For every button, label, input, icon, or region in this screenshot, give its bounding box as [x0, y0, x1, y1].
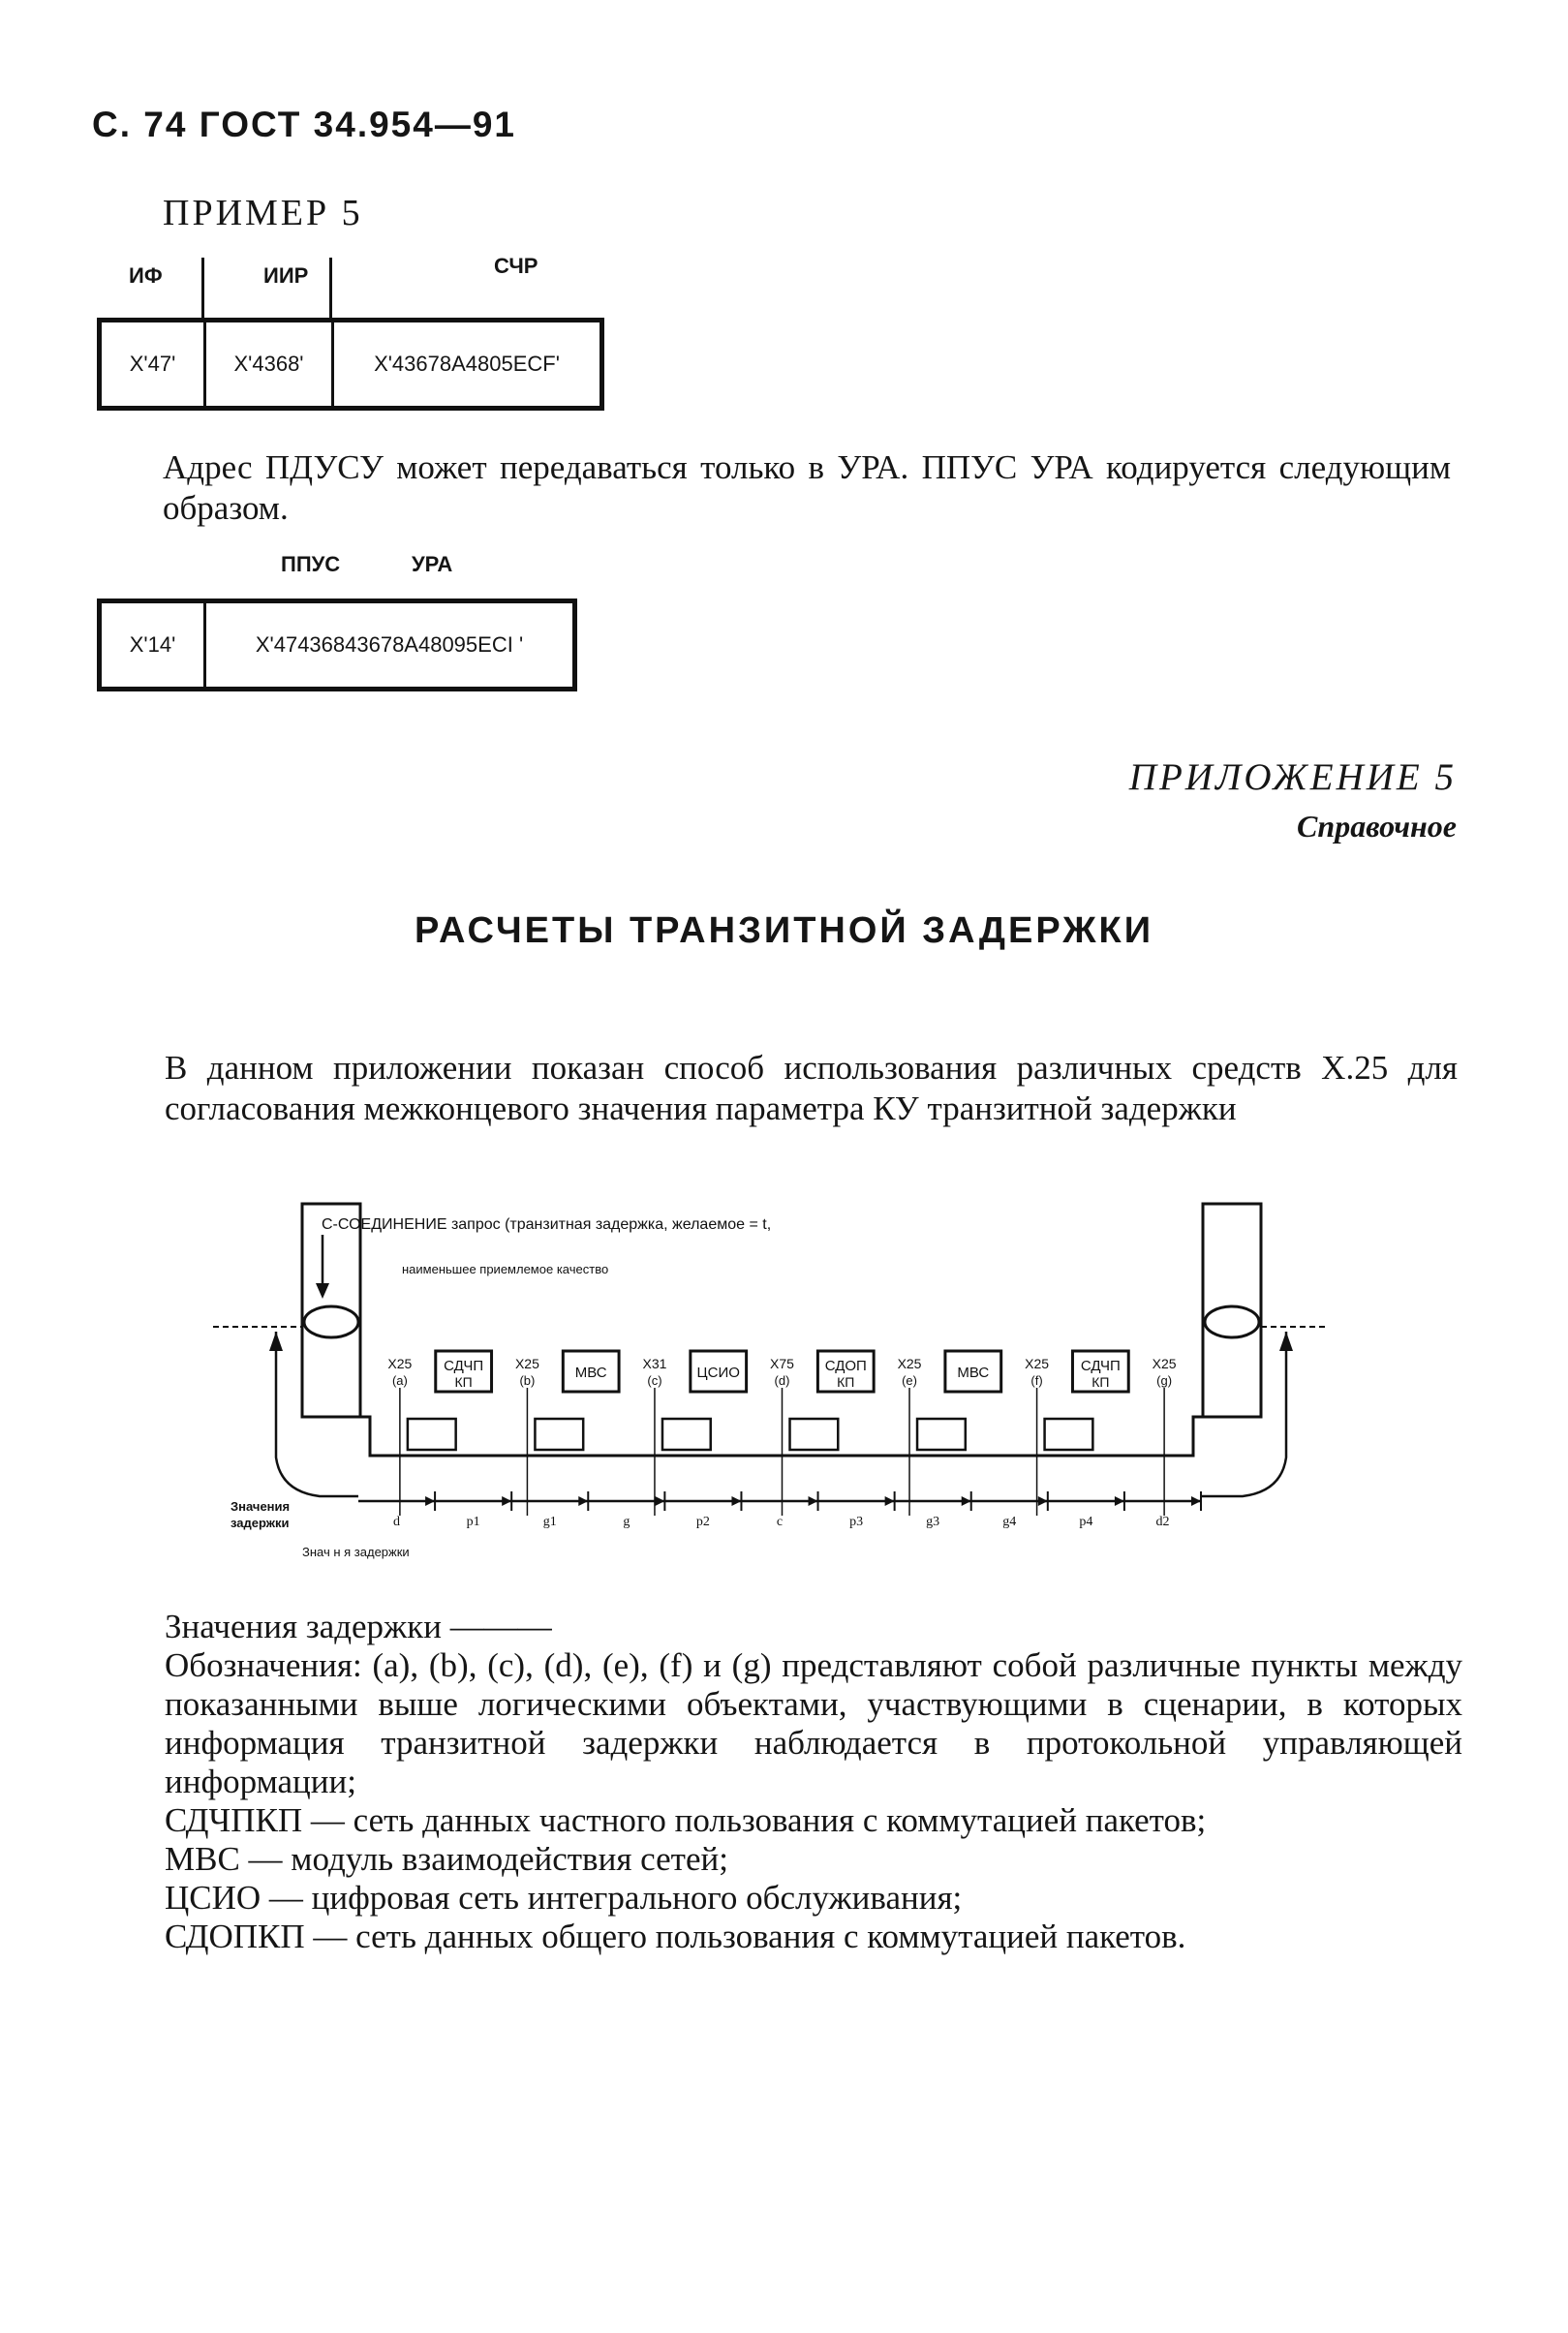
network-box-sublabel-5: КП: [1091, 1374, 1110, 1390]
table1-divider-tick: [201, 258, 204, 321]
point-label-2: X31: [642, 1356, 667, 1371]
layer-box-2: [662, 1419, 711, 1450]
left-label-2: задержки: [231, 1516, 290, 1530]
appendix-title: ПРИЛОЖЕНИЕ 5: [1128, 756, 1457, 798]
segment-arrow-icon: [731, 1496, 741, 1506]
transit-delay-diagram: [213, 1196, 1327, 1564]
segment-label-3: g: [623, 1515, 630, 1529]
network-chain: [387, 1351, 1176, 1516]
network-box-label-5: СДЧП: [1080, 1358, 1121, 1374]
point-letter-0: (a): [391, 1373, 408, 1388]
segment-label-8: g4: [1002, 1515, 1017, 1529]
legend-line-5: СДОПКП — сеть данных общего пользования с коммутацией пакетов.: [165, 1918, 1186, 1955]
point-label-4: X25: [897, 1356, 922, 1371]
point-label-5: X25: [1025, 1356, 1050, 1371]
legend-line-0: Значения задержки ———: [165, 1608, 552, 1645]
request-text: С-СОЕДИНЕНИЕ запрос (транзитная задержка, желаемое = t,: [322, 1216, 772, 1233]
point-letter-3: (d): [774, 1373, 790, 1388]
table2-header-ura: УРА: [412, 552, 453, 576]
bottom-label: Знач н я задержки: [302, 1545, 410, 1559]
left-up-arrow-icon: [269, 1332, 283, 1351]
segment-label-9: p4: [1079, 1515, 1093, 1529]
example-label: ПРИМЕР 5: [163, 193, 363, 233]
appendix-subtitle: Справочное: [1297, 809, 1457, 844]
appendix-block: [1129, 755, 1457, 844]
table1-header-if: ИФ: [129, 263, 163, 288]
network-box-sublabel-3: КП: [837, 1374, 855, 1390]
section-title: РАСЧЕТЫ ТРАНЗИТНОЙ ЗАДЕРЖКИ: [414, 910, 1154, 951]
table1: [97, 318, 604, 411]
segment-label-4: p2: [695, 1515, 710, 1529]
layer-box-5: [1045, 1419, 1093, 1450]
segment-label-5: c: [776, 1515, 784, 1529]
intro-paragraph: В данном приложении показан способ использования различных средств X.25 для согласования межконцевого значения параметра КУ транзитной задержки: [165, 1049, 1458, 1127]
point-label-3: X75: [770, 1356, 794, 1371]
segment-arrow-icon: [1191, 1496, 1201, 1506]
network-box-label-2: ЦСИО: [696, 1365, 740, 1381]
left-ellipse: [304, 1306, 358, 1337]
legend-line-4: ЦСИО — цифровая сеть интегрального обслуживания;: [165, 1879, 963, 1917]
network-box-sublabel-0: КП: [454, 1374, 473, 1390]
segment-arrow-icon: [809, 1496, 818, 1506]
layer-box-4: [917, 1419, 966, 1450]
segment-label-2: g1: [542, 1515, 557, 1529]
segment-label-0: d: [393, 1515, 401, 1529]
address-paragraph: Адрес ПДУСУ может передаваться только в УРА. ППУС УРА кодируется следующим образом.: [163, 448, 1451, 527]
table1-cell-iir: X'4368': [206, 322, 334, 406]
segment-label-7: g3: [926, 1515, 940, 1529]
network-box-label-1: МВС: [574, 1365, 607, 1381]
segment-arrow-icon: [655, 1496, 664, 1506]
segment-label-6: p3: [849, 1515, 864, 1529]
segment-arrow-icon: [1115, 1496, 1124, 1506]
network-box-label-3: СДОП: [824, 1358, 867, 1374]
delay-segments: [393, 1491, 1201, 1529]
segment-arrow-icon: [502, 1496, 511, 1506]
point-letter-2: (c): [647, 1373, 662, 1388]
legend-line-1: Обозначения: (a), (b), (c), (d), (e), (f) и (g) представляют собой различные пункты между показанными выше логическими объектами, участвующими в сценарии, в которых информация транзитной задержки наблюдается в протокольной управляющей информации;: [165, 1646, 1462, 1800]
right-ellipse: [1205, 1306, 1259, 1337]
segment-arrow-icon: [1038, 1496, 1048, 1506]
table2-header-ppus: ППУС: [281, 552, 341, 576]
legend: [165, 1608, 1462, 1956]
point-label-1: X25: [514, 1356, 539, 1371]
table1-header-schr: СЧР: [494, 254, 538, 278]
page-header: С. 74 ГОСТ 34.954—91: [92, 105, 516, 144]
right-up-arrow-icon: [1279, 1332, 1293, 1351]
segment-arrow-icon: [885, 1496, 895, 1506]
table1-divider-tick: [329, 258, 332, 321]
table2-cell-ura: X'47436843678A48095ECI ': [255, 632, 524, 657]
table2: [97, 599, 577, 691]
request-arrow-icon: [316, 1283, 329, 1299]
segment-label-10: d2: [1155, 1515, 1170, 1529]
layer-box-1: [535, 1419, 583, 1450]
segment-arrow-icon: [425, 1496, 435, 1506]
network-box-label-4: МВС: [957, 1365, 990, 1381]
table1-cell-schr: X'43678A4805ECF': [374, 352, 560, 376]
quality-text: наименьшее приемлемое качество: [402, 1262, 609, 1276]
point-letter-5: (f): [1030, 1373, 1043, 1388]
point-label-6: X25: [1152, 1356, 1177, 1371]
point-label-0: X25: [387, 1356, 413, 1371]
legend-line-2: СДЧПКП — сеть данных частного пользования с коммутацией пакетов;: [165, 1801, 1207, 1839]
segment-arrow-icon: [962, 1496, 971, 1506]
table1-cell-if: X'47': [102, 322, 206, 406]
legend-line-3: МВС — модуль взаимодействия сетей;: [165, 1840, 728, 1878]
segment-label-1: p1: [466, 1515, 480, 1529]
table2-cell-ppus: X'14': [102, 603, 206, 687]
point-letter-4: (e): [902, 1373, 917, 1388]
point-letter-6: (g): [1156, 1373, 1173, 1388]
table1-header-iir: ИИР: [263, 263, 309, 288]
segment-arrow-icon: [578, 1496, 588, 1506]
layer-box-0: [408, 1419, 456, 1450]
layer-box-3: [790, 1419, 839, 1450]
left-label-1: Значения: [231, 1499, 291, 1514]
network-box-label-0: СДЧП: [444, 1358, 484, 1374]
point-letter-1: (b): [519, 1373, 536, 1388]
